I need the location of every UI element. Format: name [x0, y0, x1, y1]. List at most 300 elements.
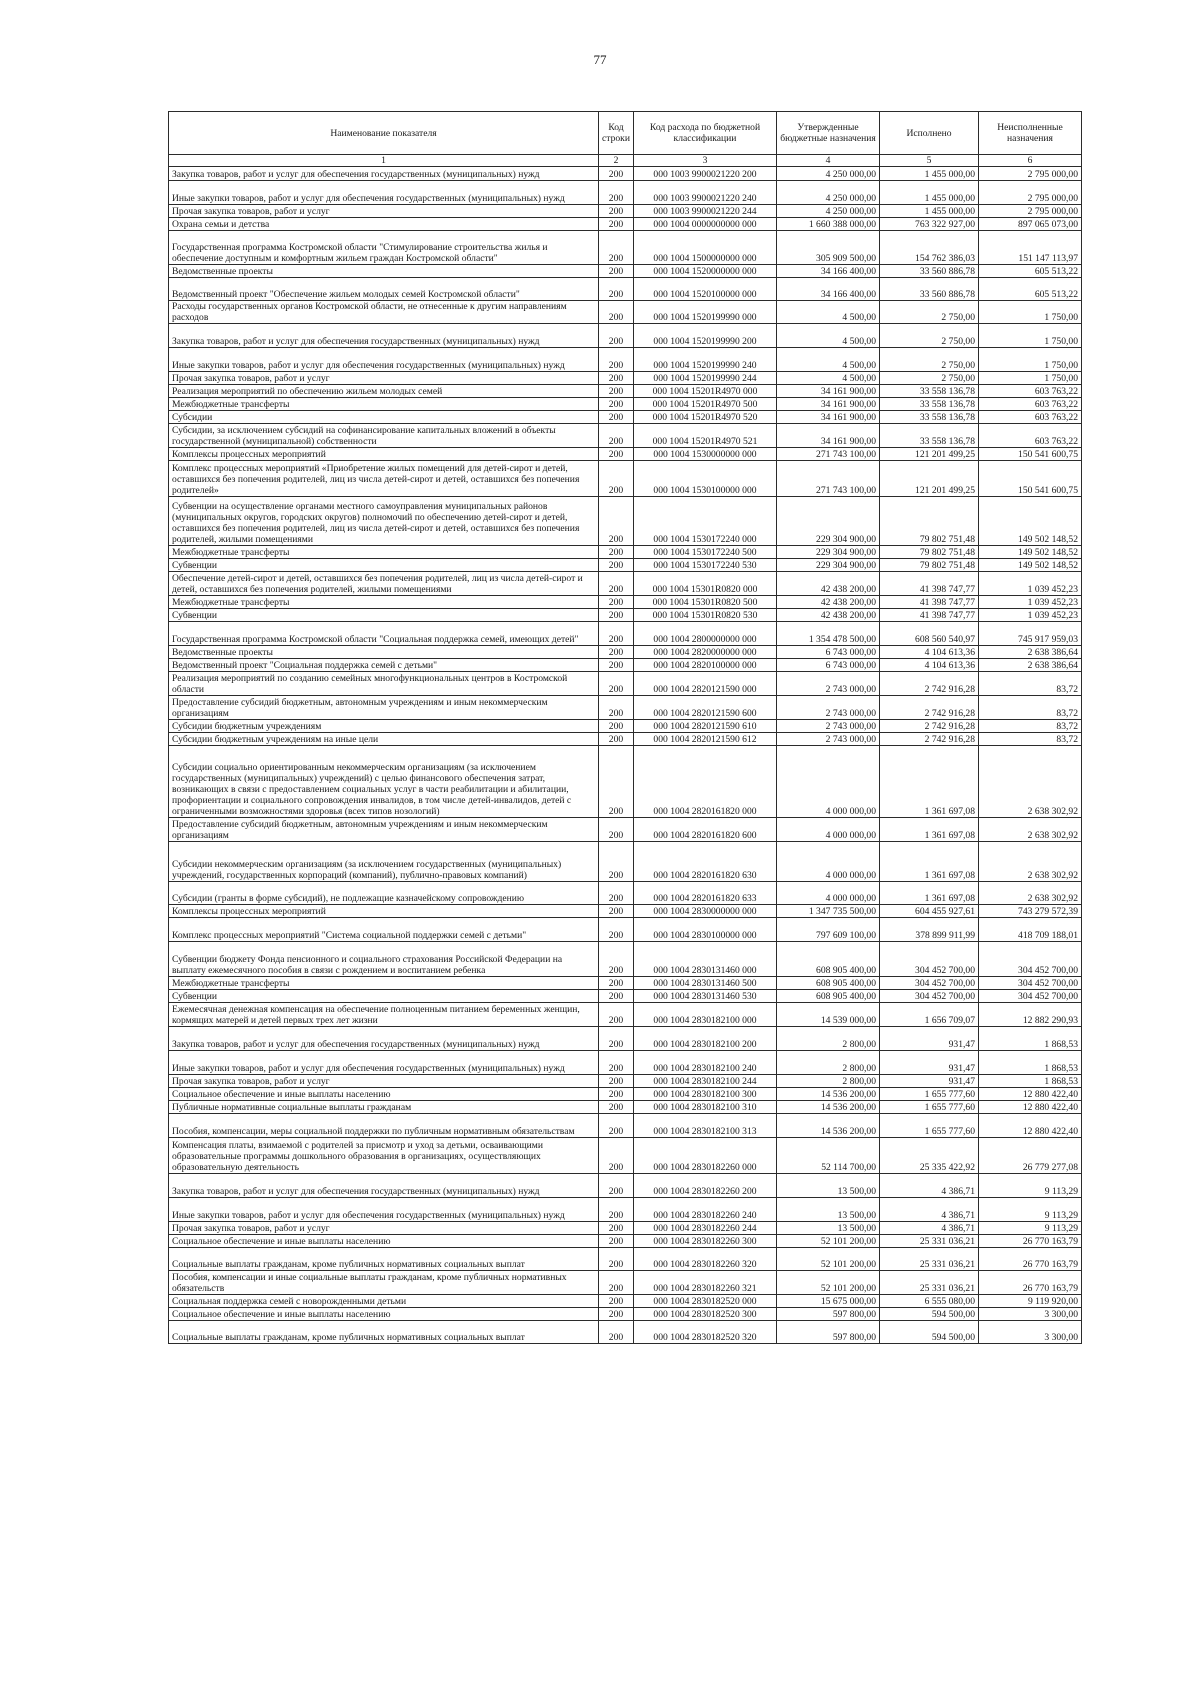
table-row: [169, 646, 1082, 659]
table-body: [169, 167, 1082, 1344]
row-unexecuted: 150 541 600,75: [979, 461, 1082, 497]
row-classification-code: 000 1004 1520199990 244: [634, 372, 777, 385]
row-approved: 1 354 478 500,00: [777, 622, 880, 646]
row-classification-code: 000 1004 15301R0820 530: [634, 609, 777, 622]
row-name: Субвенции: [169, 559, 599, 572]
table-row: [169, 1295, 1082, 1308]
row-classification-code: 000 1004 0000000000 000: [634, 218, 777, 231]
row-approved: 2 743 000,00: [777, 672, 880, 696]
header-line-code: Код строки: [599, 112, 634, 155]
row-executed: 1 655 777,60: [880, 1101, 979, 1114]
row-approved: 13 500,00: [777, 1222, 880, 1235]
row-executed: 304 452 700,00: [880, 942, 979, 977]
row-name: Субсидии некоммерческим организациям (за исключением государственных (муниципальных) учреждений, государственных корпораций (компаний), публично-правовых компаний): [169, 842, 599, 882]
row-line-code: 200: [599, 181, 634, 205]
row-line-code: 200: [599, 1027, 634, 1051]
row-executed: 763 322 927,00: [880, 218, 979, 231]
table-row: [169, 461, 1082, 497]
row-unexecuted: 1 039 452,23: [979, 572, 1082, 596]
row-classification-code: 000 1004 1530172240 000: [634, 497, 777, 546]
row-unexecuted: 603 763,22: [979, 385, 1082, 398]
column-number: 6: [979, 155, 1082, 167]
row-classification-code: 000 1004 2820121590 610: [634, 720, 777, 733]
row-name: Субсидии бюджетным учреждениям: [169, 720, 599, 733]
row-approved: 15 675 000,00: [777, 1295, 880, 1308]
row-executed: 79 802 751,48: [880, 497, 979, 546]
row-name: Охрана семьи и детства: [169, 218, 599, 231]
row-line-code: 200: [599, 1295, 634, 1308]
table-row: [169, 1308, 1082, 1321]
row-approved: 34 166 400,00: [777, 265, 880, 278]
column-number: 2: [599, 155, 634, 167]
column-number: 4: [777, 155, 880, 167]
row-classification-code: 000 1004 2830182260 320: [634, 1248, 777, 1271]
row-unexecuted: 1 750,00: [979, 324, 1082, 348]
row-line-code: 200: [599, 1101, 634, 1114]
row-executed: 41 398 747,77: [880, 609, 979, 622]
row-approved: 14 536 200,00: [777, 1114, 880, 1138]
row-executed: 33 558 136,78: [880, 424, 979, 448]
table-row: [169, 672, 1082, 696]
row-line-code: 200: [599, 1003, 634, 1027]
row-name: Иные закупки товаров, работ и услуг для обеспечения государственных (муниципальных) нужд: [169, 348, 599, 372]
row-executed: 25 331 036,21: [880, 1271, 979, 1295]
row-approved: 34 161 900,00: [777, 411, 880, 424]
row-line-code: 200: [599, 572, 634, 596]
row-name: Межбюджетные трансферты: [169, 977, 599, 990]
row-approved: 4 000 000,00: [777, 882, 880, 905]
row-name: Обеспечение детей-сирот и детей, оставшихся без попечения родителей, лиц из числа детей-сирот и детей, оставшихся без попечения родителей, жилыми помещениями: [169, 572, 599, 596]
row-classification-code: 000 1004 2820121590 000: [634, 672, 777, 696]
row-executed: 1 361 697,08: [880, 818, 979, 842]
row-name: Государственная программа Костромской области "Стимулирование строительства жилья и обеспечение доступным и комфортным жильем граждан Костромской области": [169, 231, 599, 265]
row-approved: 52 101 200,00: [777, 1235, 880, 1248]
row-executed: 1 361 697,08: [880, 842, 979, 882]
header-classification-code: Код расхода по бюджетной классификации: [634, 112, 777, 155]
row-name: Социальная поддержка семей с новорожденными детьми: [169, 1295, 599, 1308]
table-row: [169, 1222, 1082, 1235]
row-executed: 604 455 927,61: [880, 905, 979, 918]
row-classification-code: 000 1004 15201R4970 520: [634, 411, 777, 424]
table-row: [169, 559, 1082, 572]
row-approved: 271 743 100,00: [777, 461, 880, 497]
row-classification-code: 000 1004 2830182260 321: [634, 1271, 777, 1295]
row-classification-code: 000 1004 1520199990 240: [634, 348, 777, 372]
row-executed: 2 750,00: [880, 324, 979, 348]
header-executed: Исполнено: [880, 112, 979, 155]
row-name: Прочая закупка товаров, работ и услуг: [169, 1222, 599, 1235]
row-approved: 2 743 000,00: [777, 720, 880, 733]
row-classification-code: 000 1004 2830182260 200: [634, 1174, 777, 1198]
row-classification-code: 000 1004 2830182100 200: [634, 1027, 777, 1051]
row-name: Субсидии бюджетным учреждениям на иные цели: [169, 733, 599, 746]
row-classification-code: 000 1004 1530172240 530: [634, 559, 777, 572]
row-name: Предоставление субсидий бюджетным, автономным учреждениям и иным некоммерческим организациям: [169, 696, 599, 720]
row-unexecuted: 418 709 188,01: [979, 918, 1082, 942]
row-classification-code: 000 1004 2830000000 000: [634, 905, 777, 918]
table-row: [169, 990, 1082, 1003]
row-classification-code: 000 1004 2830182260 244: [634, 1222, 777, 1235]
row-approved: 4 500,00: [777, 301, 880, 324]
row-name: Ведомственные проекты: [169, 265, 599, 278]
row-approved: 4 500,00: [777, 348, 880, 372]
table-row: [169, 696, 1082, 720]
table-row: [169, 1088, 1082, 1101]
row-unexecuted: 304 452 700,00: [979, 990, 1082, 1003]
row-name: Субсидии: [169, 411, 599, 424]
row-approved: 4 250 000,00: [777, 205, 880, 218]
row-executed: 594 500,00: [880, 1321, 979, 1344]
row-unexecuted: 151 147 113,97: [979, 231, 1082, 265]
row-unexecuted: 1 750,00: [979, 348, 1082, 372]
row-unexecuted: 2 795 000,00: [979, 167, 1082, 181]
row-line-code: 200: [599, 905, 634, 918]
budget-execution-table: [168, 111, 1082, 1344]
table-row: [169, 1114, 1082, 1138]
column-number: 3: [634, 155, 777, 167]
row-unexecuted: 2 638 302,92: [979, 746, 1082, 818]
row-executed: 608 560 540,97: [880, 622, 979, 646]
row-approved: 13 500,00: [777, 1174, 880, 1198]
row-executed: 1 656 709,07: [880, 1003, 979, 1027]
row-unexecuted: 12 880 422,40: [979, 1101, 1082, 1114]
row-approved: 608 905 400,00: [777, 942, 880, 977]
row-executed: 33 558 136,78: [880, 398, 979, 411]
row-line-code: 200: [599, 205, 634, 218]
row-unexecuted: 2 795 000,00: [979, 205, 1082, 218]
row-executed: 4 104 613,36: [880, 659, 979, 672]
row-unexecuted: 1 750,00: [979, 372, 1082, 385]
row-approved: 1 660 388 000,00: [777, 218, 880, 231]
row-unexecuted: 26 779 277,08: [979, 1138, 1082, 1174]
row-line-code: 200: [599, 265, 634, 278]
row-line-code: 200: [599, 990, 634, 1003]
row-line-code: 200: [599, 218, 634, 231]
row-executed: 2 750,00: [880, 372, 979, 385]
row-classification-code: 000 1004 2830182520 000: [634, 1295, 777, 1308]
table-row: [169, 746, 1082, 818]
row-executed: 1 361 697,08: [880, 882, 979, 905]
table-row: [169, 1027, 1082, 1051]
row-line-code: 200: [599, 1198, 634, 1222]
row-approved: 597 800,00: [777, 1308, 880, 1321]
row-line-code: 200: [599, 497, 634, 546]
row-name: Субвенции: [169, 609, 599, 622]
row-name: Социальное обеспечение и иные выплаты населению: [169, 1308, 599, 1321]
row-unexecuted: 149 502 148,52: [979, 497, 1082, 546]
row-classification-code: 000 1004 2830100000 000: [634, 918, 777, 942]
row-name: Реализация мероприятий по обеспечению жильем молодых семей: [169, 385, 599, 398]
table-row: [169, 977, 1082, 990]
table-row: [169, 372, 1082, 385]
row-unexecuted: 26 770 163,79: [979, 1248, 1082, 1271]
row-unexecuted: 605 513,22: [979, 265, 1082, 278]
row-unexecuted: 149 502 148,52: [979, 546, 1082, 559]
row-unexecuted: 9 113,29: [979, 1198, 1082, 1222]
table-row: [169, 1235, 1082, 1248]
table-row: [169, 1051, 1082, 1075]
row-classification-code: 000 1004 1520000000 000: [634, 265, 777, 278]
row-approved: 1 347 735 500,00: [777, 905, 880, 918]
row-line-code: 200: [599, 918, 634, 942]
row-line-code: 200: [599, 1051, 634, 1075]
row-approved: 52 101 200,00: [777, 1248, 880, 1271]
row-approved: 4 000 000,00: [777, 746, 880, 818]
column-number: 1: [169, 155, 599, 167]
row-classification-code: 000 1004 15201R4970 000: [634, 385, 777, 398]
row-executed: 1 361 697,08: [880, 746, 979, 818]
row-approved: 13 500,00: [777, 1198, 880, 1222]
row-approved: 6 743 000,00: [777, 646, 880, 659]
row-line-code: 200: [599, 596, 634, 609]
table-row: [169, 167, 1082, 181]
row-classification-code: 000 1004 1520100000 000: [634, 278, 777, 301]
row-unexecuted: 304 452 700,00: [979, 942, 1082, 977]
row-executed: 931,47: [880, 1051, 979, 1075]
row-executed: 2 742 916,28: [880, 696, 979, 720]
row-line-code: 200: [599, 231, 634, 265]
table-row: [169, 448, 1082, 461]
row-approved: 14 536 200,00: [777, 1088, 880, 1101]
row-executed: 79 802 751,48: [880, 559, 979, 572]
table-row: [169, 609, 1082, 622]
row-name: Реализация мероприятий по созданию семейных многофункциональных центров в Костромской области: [169, 672, 599, 696]
row-name: Социальное обеспечение и иные выплаты населению: [169, 1235, 599, 1248]
row-executed: 2 742 916,28: [880, 720, 979, 733]
table-row: [169, 231, 1082, 265]
row-unexecuted: 83,72: [979, 720, 1082, 733]
row-name: Прочая закупка товаров, работ и услуг: [169, 1075, 599, 1088]
row-name: Ведомственные проекты: [169, 646, 599, 659]
row-unexecuted: 1 868,53: [979, 1051, 1082, 1075]
row-unexecuted: 26 770 163,79: [979, 1271, 1082, 1295]
row-name: Ведомственный проект "Обеспечение жильем молодых семей Костромской области": [169, 278, 599, 301]
row-executed: 25 331 036,21: [880, 1235, 979, 1248]
row-unexecuted: 603 763,22: [979, 424, 1082, 448]
row-line-code: 200: [599, 324, 634, 348]
row-line-code: 200: [599, 398, 634, 411]
row-name: Субвенции на осуществление органами местного самоуправления муниципальных районов (муниципальных округов, городских округов) полномочий по обеспечению детей-сирот и детей, оставшихся без попечения родителей, лиц из числа детей-сирот и детей, оставшихся без попечения родителей, жилыми помещениями: [169, 497, 599, 546]
row-executed: 33 558 136,78: [880, 411, 979, 424]
row-executed: 304 452 700,00: [880, 990, 979, 1003]
row-classification-code: 000 1004 2820161820 000: [634, 746, 777, 818]
row-approved: 608 905 400,00: [777, 990, 880, 1003]
row-unexecuted: 83,72: [979, 672, 1082, 696]
row-line-code: 200: [599, 746, 634, 818]
row-executed: 79 802 751,48: [880, 546, 979, 559]
row-name: Государственная программа Костромской области "Социальная поддержка семей, имеющих детей": [169, 622, 599, 646]
row-name: Субсидии, за исключением субсидий на софинансирование капитальных вложений в объекты государственной (муниципальной) собственности: [169, 424, 599, 448]
table-row: [169, 1271, 1082, 1295]
row-unexecuted: 12 880 422,40: [979, 1114, 1082, 1138]
row-unexecuted: 2 638 386,64: [979, 659, 1082, 672]
row-executed: 4 386,71: [880, 1222, 979, 1235]
table-row: [169, 497, 1082, 546]
row-name: Пособия, компенсации, меры социальной поддержки по публичным нормативным обязательствам: [169, 1114, 599, 1138]
row-approved: 34 166 400,00: [777, 278, 880, 301]
row-line-code: 200: [599, 733, 634, 746]
table-row: [169, 842, 1082, 882]
row-unexecuted: 149 502 148,52: [979, 559, 1082, 572]
row-line-code: 200: [599, 977, 634, 990]
row-line-code: 200: [599, 278, 634, 301]
row-executed: 1 455 000,00: [880, 167, 979, 181]
row-line-code: 200: [599, 646, 634, 659]
row-approved: 608 905 400,00: [777, 977, 880, 990]
row-executed: 931,47: [880, 1075, 979, 1088]
table-row: [169, 1003, 1082, 1027]
row-unexecuted: 603 763,22: [979, 398, 1082, 411]
row-unexecuted: 743 279 572,39: [979, 905, 1082, 918]
row-approved: 52 101 200,00: [777, 1271, 880, 1295]
row-name: Субсидии (гранты в форме субсидий), не подлежащие казначейскому сопровождению: [169, 882, 599, 905]
row-executed: 4 386,71: [880, 1198, 979, 1222]
row-classification-code: 000 1004 2830182520 300: [634, 1308, 777, 1321]
row-line-code: 200: [599, 301, 634, 324]
row-name: Субвенции: [169, 990, 599, 1003]
table-row: [169, 572, 1082, 596]
row-unexecuted: 150 541 600,75: [979, 448, 1082, 461]
row-classification-code: 000 1004 1530172240 500: [634, 546, 777, 559]
row-approved: 305 909 500,00: [777, 231, 880, 265]
row-approved: 4 500,00: [777, 372, 880, 385]
table-header-row: [169, 112, 1082, 155]
row-classification-code: 000 1003 9900021220 200: [634, 167, 777, 181]
row-line-code: 200: [599, 1138, 634, 1174]
row-line-code: 200: [599, 1088, 634, 1101]
row-classification-code: 000 1004 15301R0820 500: [634, 596, 777, 609]
table-row: [169, 301, 1082, 324]
row-executed: 154 762 386,03: [880, 231, 979, 265]
row-executed: 304 452 700,00: [880, 977, 979, 990]
row-line-code: 200: [599, 1248, 634, 1271]
row-classification-code: 000 1004 2820161820 630: [634, 842, 777, 882]
row-line-code: 200: [599, 372, 634, 385]
table-row: [169, 218, 1082, 231]
row-approved: 229 304 900,00: [777, 497, 880, 546]
row-line-code: 200: [599, 622, 634, 646]
row-classification-code: 000 1004 2830182520 320: [634, 1321, 777, 1344]
row-classification-code: 000 1004 2830182100 244: [634, 1075, 777, 1088]
row-approved: 4 250 000,00: [777, 167, 880, 181]
row-line-code: 200: [599, 842, 634, 882]
row-executed: 121 201 499,25: [880, 461, 979, 497]
row-unexecuted: 12 880 422,40: [979, 1088, 1082, 1101]
row-approved: 2 800,00: [777, 1075, 880, 1088]
row-unexecuted: 9 113,29: [979, 1222, 1082, 1235]
row-name: Межбюджетные трансферты: [169, 398, 599, 411]
row-approved: 229 304 900,00: [777, 546, 880, 559]
table-row: [169, 411, 1082, 424]
row-unexecuted: 2 638 386,64: [979, 646, 1082, 659]
table-row: [169, 1174, 1082, 1198]
row-executed: 6 555 080,00: [880, 1295, 979, 1308]
row-approved: 271 743 100,00: [777, 448, 880, 461]
row-classification-code: 000 1004 2830131460 500: [634, 977, 777, 990]
row-classification-code: 000 1004 2820000000 000: [634, 646, 777, 659]
row-executed: 2 750,00: [880, 301, 979, 324]
row-classification-code: 000 1004 2830182100 300: [634, 1088, 777, 1101]
table-row: [169, 622, 1082, 646]
row-unexecuted: 745 917 959,03: [979, 622, 1082, 646]
header-indicator-name: Наименование показателя: [169, 112, 599, 155]
row-name: Социальное обеспечение и иные выплаты населению: [169, 1088, 599, 1101]
row-approved: 4 500,00: [777, 324, 880, 348]
table-row: [169, 398, 1082, 411]
row-line-code: 200: [599, 720, 634, 733]
row-unexecuted: 2 638 302,92: [979, 842, 1082, 882]
row-name: Иные закупки товаров, работ и услуг для обеспечения государственных (муниципальных) нужд: [169, 181, 599, 205]
row-approved: 14 536 200,00: [777, 1101, 880, 1114]
row-classification-code: 000 1004 1520199990 000: [634, 301, 777, 324]
row-line-code: 200: [599, 882, 634, 905]
row-name: Социальные выплаты гражданам, кроме публичных нормативных социальных выплат: [169, 1321, 599, 1344]
row-classification-code: 000 1004 2820161820 600: [634, 818, 777, 842]
row-unexecuted: 26 770 163,79: [979, 1235, 1082, 1248]
page-number: 77: [593, 52, 607, 67]
row-executed: 4 386,71: [880, 1174, 979, 1198]
table-row: [169, 278, 1082, 301]
row-approved: 42 438 200,00: [777, 596, 880, 609]
table-row: [169, 659, 1082, 672]
row-unexecuted: 605 513,22: [979, 278, 1082, 301]
row-executed: 2 742 916,28: [880, 672, 979, 696]
row-unexecuted: 1 868,53: [979, 1075, 1082, 1088]
row-executed: 121 201 499,25: [880, 448, 979, 461]
row-approved: 14 539 000,00: [777, 1003, 880, 1027]
row-line-code: 200: [599, 1308, 634, 1321]
row-unexecuted: 3 300,00: [979, 1308, 1082, 1321]
row-executed: 25 331 036,21: [880, 1248, 979, 1271]
row-name: Предоставление субсидий бюджетным, автономным учреждениям и иным некоммерческим организациям: [169, 818, 599, 842]
table-row: [169, 324, 1082, 348]
row-unexecuted: 2 638 302,92: [979, 818, 1082, 842]
row-name: Иные закупки товаров, работ и услуг для обеспечения государственных (муниципальных) нужд: [169, 1051, 599, 1075]
row-line-code: 200: [599, 696, 634, 720]
row-executed: 4 104 613,36: [880, 646, 979, 659]
row-classification-code: 000 1004 2830182100 240: [634, 1051, 777, 1075]
row-line-code: 200: [599, 546, 634, 559]
row-classification-code: 000 1004 2830182260 300: [634, 1235, 777, 1248]
row-executed: 931,47: [880, 1027, 979, 1051]
row-line-code: 200: [599, 559, 634, 572]
row-line-code: 200: [599, 348, 634, 372]
row-approved: 229 304 900,00: [777, 559, 880, 572]
table-row: [169, 1075, 1082, 1088]
table-row: [169, 181, 1082, 205]
row-executed: 33 560 886,78: [880, 265, 979, 278]
row-executed: 25 335 422,92: [880, 1138, 979, 1174]
row-line-code: 200: [599, 672, 634, 696]
row-classification-code: 000 1004 2830182260 240: [634, 1198, 777, 1222]
table-row: [169, 265, 1082, 278]
row-unexecuted: 2 795 000,00: [979, 181, 1082, 205]
table-row: [169, 818, 1082, 842]
row-classification-code: 000 1004 2800000000 000: [634, 622, 777, 646]
row-approved: 2 800,00: [777, 1027, 880, 1051]
row-executed: 1 655 777,60: [880, 1114, 979, 1138]
row-classification-code: 000 1004 2830182100 000: [634, 1003, 777, 1027]
row-line-code: 200: [599, 1174, 634, 1198]
row-unexecuted: 83,72: [979, 696, 1082, 720]
row-approved: 34 161 900,00: [777, 398, 880, 411]
row-line-code: 200: [599, 1235, 634, 1248]
row-unexecuted: 2 638 302,92: [979, 882, 1082, 905]
row-line-code: 200: [599, 1321, 634, 1344]
row-unexecuted: 3 300,00: [979, 1321, 1082, 1344]
row-executed: 1 655 777,60: [880, 1088, 979, 1101]
row-name: Компенсация платы, взимаемой с родителей за присмотр и уход за детьми, осваивающими образовательные программы дошкольного образования в организациях, осуществляющих образовательную деятельность: [169, 1138, 599, 1174]
